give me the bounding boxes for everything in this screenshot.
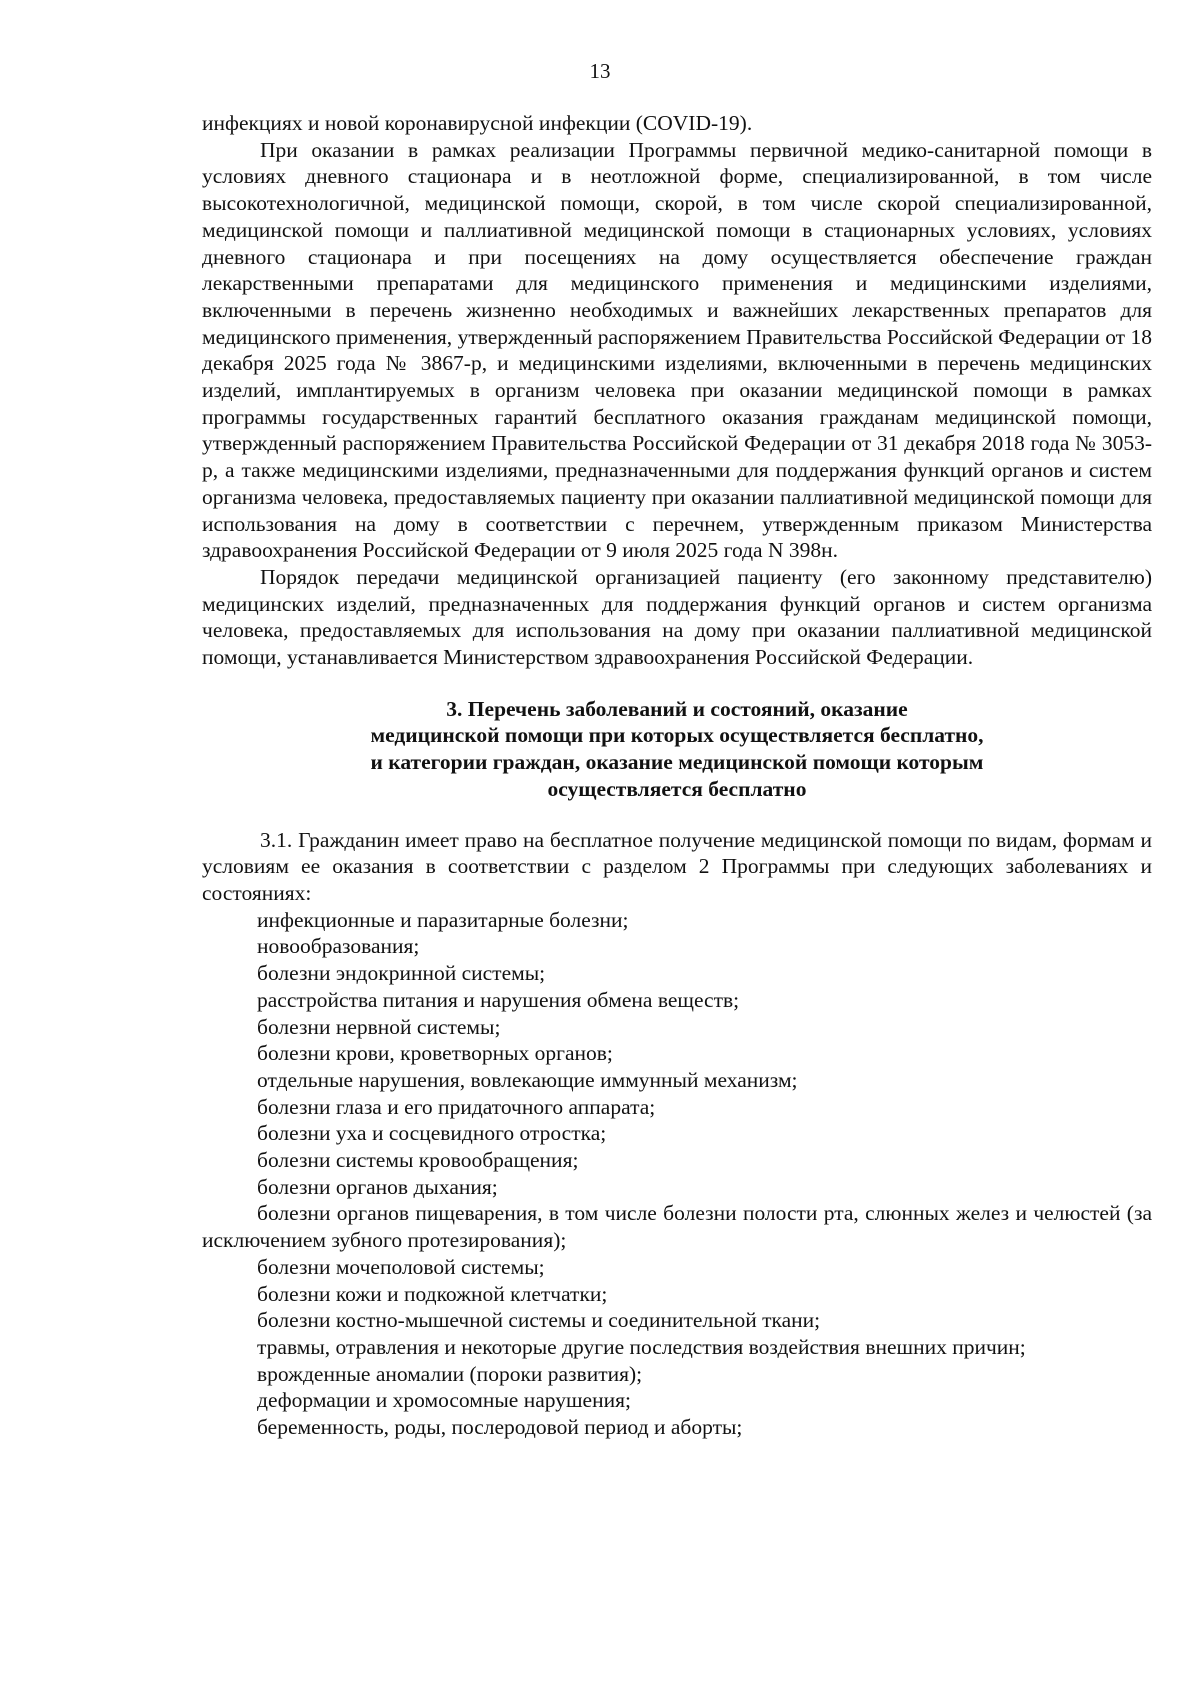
intro-fragment: инфекциях и новой коронавирусной инфекции (COVID-19). [202, 111, 753, 135]
disease-list [202, 907, 1152, 1441]
list-item: болезни органов дыхания; [257, 1174, 498, 1199]
list-item: болезни мочеполовой системы; [257, 1254, 545, 1279]
paragraph-medication-provision: При оказании в рамках реализации Программы первичной медико-санитарной помощи в условиях дневного стационара и в неотложной форме, специализированной, в том числе высокотехнологичной, медицинской помощи, скорой, в том числе скорой специализированной, медицинской помощи и паллиативной медицинской помощи в стационарных условиях, условиях дневного стационара и при посещениях на дому осуществляется обеспечение граждан лекарственными препаратами для медицинского применения и медицинскими изделиями, включенными в перечень жизненно необходимых и важнейших лекарственных препаратов для медицинского применения, утвержденный распоряжением Правительства Российской Федерации от 18 декабря 2025 года № 3867-р, и медицинскими изделиями, включенными в перечень медицинских изделий, имплантируемых в организм человека при оказании медицинской помощи в рамках программы государственных гарантий бесплатного оказания гражданам медицинской помощи, утвержденный распоряжением Правительства Российской Федерации от 31 декабря 2018 года № 3053-р, а также медицинскими изделиями, предназначенными для поддержания функций органов и систем организма человека, предоставляемых пациенту при оказании паллиативной медицинской помощи для использования на дому в соответствии с перечнем, утвержденным приказом Министерства здравоохранения Российской Федерации от 9 июля 2025 года N 398н. [202, 137, 1152, 563]
paragraph-device-transfer: Порядок передачи медицинской организацией пациенту (его законному представителю) медицинских изделий, предназначенных для поддержания функций органов и систем организма человека, предоставляемых для использования на дому при оказании паллиативной медицинской помощи, устанавливается Министерством здравоохранения Российской Федерации. [202, 564, 1152, 670]
page-number: 13 [589, 59, 611, 83]
list-item: травмы, отравления и некоторые другие последствия воздействия внешних причин; [257, 1334, 1026, 1359]
section-title-line: осуществляется бесплатно [547, 776, 807, 801]
list-item: болезни системы кровообращения; [257, 1148, 579, 1173]
list-item: болезни нервной системы; [257, 1014, 501, 1039]
list-item: болезни кожи и подкожной клетчатки; [257, 1281, 608, 1306]
section-title-line: медицинской помощи при которых осуществляется бесплатно, [370, 723, 984, 748]
list-item: болезни органов пищеварения, в том числе болезни полости рта, слюнных желез и челюстей (за исключением зубного протезирования); [202, 1201, 1152, 1253]
section-title [202, 696, 1152, 803]
section-title-line: и категории граждан, оказание медицинской помощи которым [370, 750, 984, 775]
list-item: врожденные аномалии (пороки развития); [257, 1361, 643, 1386]
document-body [202, 110, 1152, 1441]
list-item: болезни крови, кроветворных органов; [257, 1041, 613, 1066]
list-item: болезни костно-мышечной системы и соединительной ткани; [257, 1308, 821, 1333]
list-item: болезни уха и сосцевидного отростка; [257, 1121, 607, 1146]
list-item: болезни глаза и его придаточного аппарата; [257, 1094, 656, 1119]
list-item: инфекционные и паразитарные болезни; [257, 907, 629, 932]
list-item: новообразования; [257, 934, 420, 959]
list-item: болезни эндокринной системы; [257, 961, 546, 986]
section-title-line: 3. Перечень заболеваний и состояний, оказание [446, 696, 908, 721]
list-item: беременность, роды, послеродовой период и аборты; [257, 1415, 743, 1440]
list-item: деформации и хромосомные нарушения; [257, 1388, 631, 1413]
section-intro: 3.1. Гражданин имеет право на бесплатное получение медицинской помощи по видам, формам и условиям ее оказания в соответствии с разделом 2 Программы при следующих заболеваниях и состояниях: [202, 827, 1152, 905]
list-item: расстройства питания и нарушения обмена веществ; [257, 987, 740, 1012]
list-item: отдельные нарушения, вовлекающие иммунный механизм; [257, 1067, 798, 1092]
